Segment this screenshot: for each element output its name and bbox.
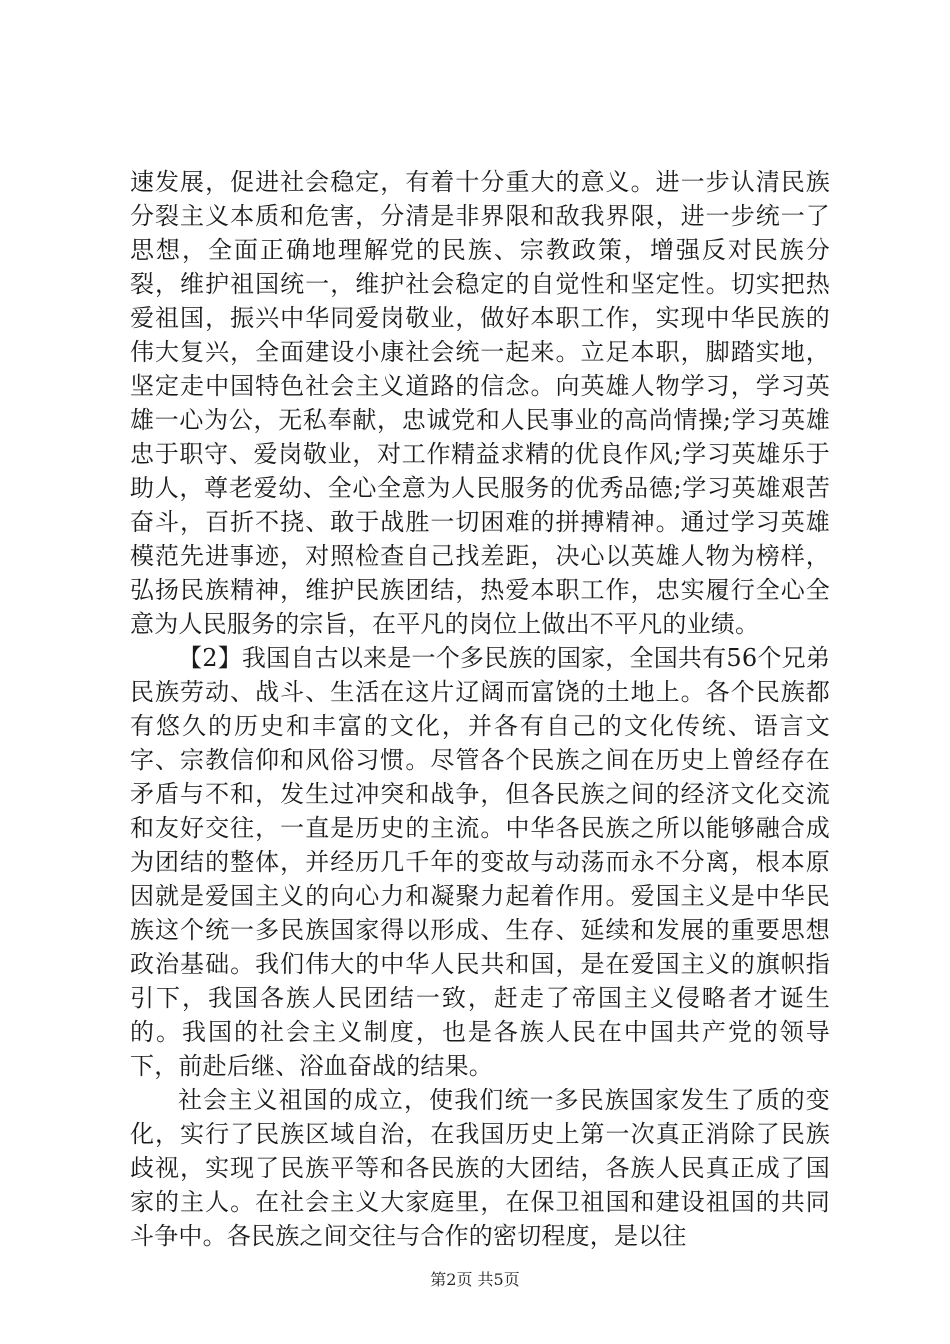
paragraph-continuation: 速发展，促进社会稳定，有着十分重大的意义。进一步认清民族分裂主义本质和危害，分清是非界限和敌我界限，进一步统一了思想，全面正确地理解党的民族、宗教政策，增强反对民族分裂，维护祖国统一，维护社会稳定的自觉性和坚定性。切实把热爱祖国，振兴中华同爱岗敬业，做好本职工作，实现中华民族的伟大复兴，全面建设小康社会统一起来。立足本职，脚踏实地，坚定走中国特色社会主义道路的信念。向英雄人物学习，学习英雄一心为公，无私奉献，忠诚党和人民事业的高尚情操;学习英雄忠于职守、爱岗敬业，对工作精益求精的优良作风;学习英雄乐于助人，尊老爱幼、全心全意为人民服务的优秀品德;学习英雄艰苦奋斗，百折不挠、敢于战胜一切困难的拼搏精神。通过学习英雄模范先进事迹，对照检查自己找差距，决心以英雄人物为榜样，弘扬民族精神，维护民族团结，热爱本职工作，忠实履行全心全意为人民服务的宗旨，在平凡的岗位上做出不平凡的业绩。: [130, 168, 830, 638]
page-number-footer: 第2页 共5页: [430, 1270, 520, 1289]
paragraph-section-2: 【2】我国自古以来是一个多民族的国家，全国共有56个兄弟民族劳动、战斗、生活在这片辽阔而富饶的土地上。各个民族都有悠久的历史和丰富的文化，并各有自己的文化传统、语言文字、宗教信仰和风俗习惯。尽管各个民族之间在历史上曾经存在矛盾与不和，发生过冲突和战争，但各民族之间的经济文化交流和友好交往，一直是历史的主流。中华各民族之所以能够融合成为团结的整体，并经历几千年的变故与动荡而永不分离，根本原因就是爱国主义的向心力和凝聚力起着作用。爱国主义是中华民族这个统一多民族国家得以形成、生存、延续和发展的重要思想政治基础。我们伟大的中华人民共和国，是在爱国主义的旗帜指引下，我国各族人民团结一致，赶走了帝国主义侵略者才诞生的。我国的社会主义制度，也是各族人民在中国共产党的领导下，前赴后继、浴血奋战的结果。: [130, 644, 830, 1080]
document-body: [130, 165, 830, 1253]
paragraph-socialist-motherland: 社会主义祖国的成立，使我们统一多民族国家发生了质的变化，实行了民族区域自治，在我国历史上第一次真正消除了民族歧视，实现了民族平等和各民族的大团结，各族人民真正成了国家的主人。在社会主义大家庭里，在保卫祖国和建设祖国的共同斗争中。各民族之间交往与合作的密切程度，是以往: [130, 1086, 830, 1250]
